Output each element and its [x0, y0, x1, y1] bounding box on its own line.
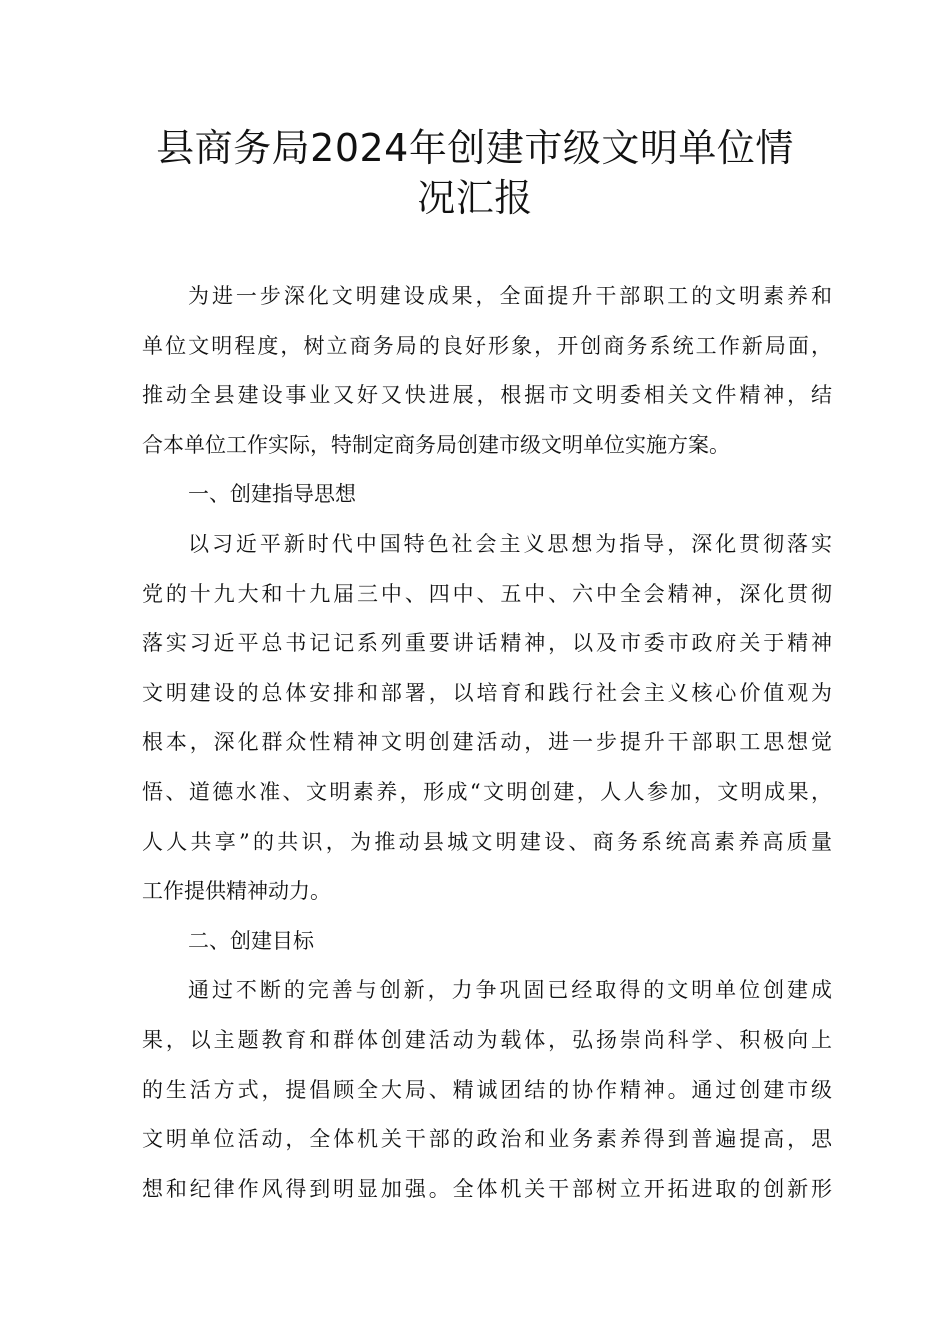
paragraph-line: 根本，深化群众性精神文明创建活动，进一步提升干部职工思想觉	[142, 730, 832, 755]
paragraph-line: 合本单位工作实际，特制定商务局创建市级文明单位实施方案。	[142, 432, 730, 457]
paragraph-line: 的生活方式，提倡顾全大局、精诚团结的协作精神。通过创建市级	[142, 1077, 832, 1102]
section-heading: 二、创建目标	[188, 928, 314, 953]
document-body	[142, 272, 832, 1214]
paragraph-line: 落实习近平总书记记系列重要讲话精神，以及市委市政府关于精神	[142, 631, 832, 656]
paragraph-line: 工作提供精神动力。	[142, 879, 331, 904]
paragraph-line: 以习近平新时代中国特色社会主义思想为指导，深化贯彻落实	[188, 531, 832, 556]
paragraph-line: 为进一步深化文明建设成果，全面提升干部职工的文明素养和	[188, 284, 832, 308]
document-title	[120, 124, 830, 223]
title-line: 况汇报	[417, 175, 533, 220]
section-heading: 一、创建指导思想	[188, 482, 356, 507]
paragraph-line: 果，以主题教育和群体创建活动为载体，弘扬崇尚科学、积极向上	[142, 1027, 832, 1052]
paragraph-line: 悟、道德水准、文明素养，形成“文明创建，人人参加，文明成果，	[142, 779, 832, 804]
paragraph-line: 通过不断的完善与创新，力争巩固已经取得的文明单位创建成	[188, 978, 832, 1003]
paragraph-line: 想和纪律作风得到明显加强。全体机关干部树立开拓进取的创新形	[142, 1176, 832, 1201]
paragraph-line: 文明建设的总体安排和部署，以培育和践行社会主义核心价值观为	[142, 680, 832, 705]
paragraph-line: 人人共享”的共识，为推动县城文明建设、商务系统高素养高质量	[142, 829, 832, 854]
paragraph-line: 党的十九大和十九届三中、四中、五中、六中全会精神，深化贯彻	[142, 581, 832, 606]
paragraph-line: 单位文明程度，树立商务局的良好形象，开创商务系统工作新局面，	[142, 333, 832, 358]
paragraph-line: 推动全县建设事业又好又快进展，根据市文明委相关文件精神，结	[142, 383, 832, 408]
title-line: 县商务局2024年创建市级文明单位情	[156, 126, 794, 170]
paragraph-line: 文明单位活动，全体机关干部的政治和业务素养得到普遍提高，思	[142, 1127, 832, 1152]
